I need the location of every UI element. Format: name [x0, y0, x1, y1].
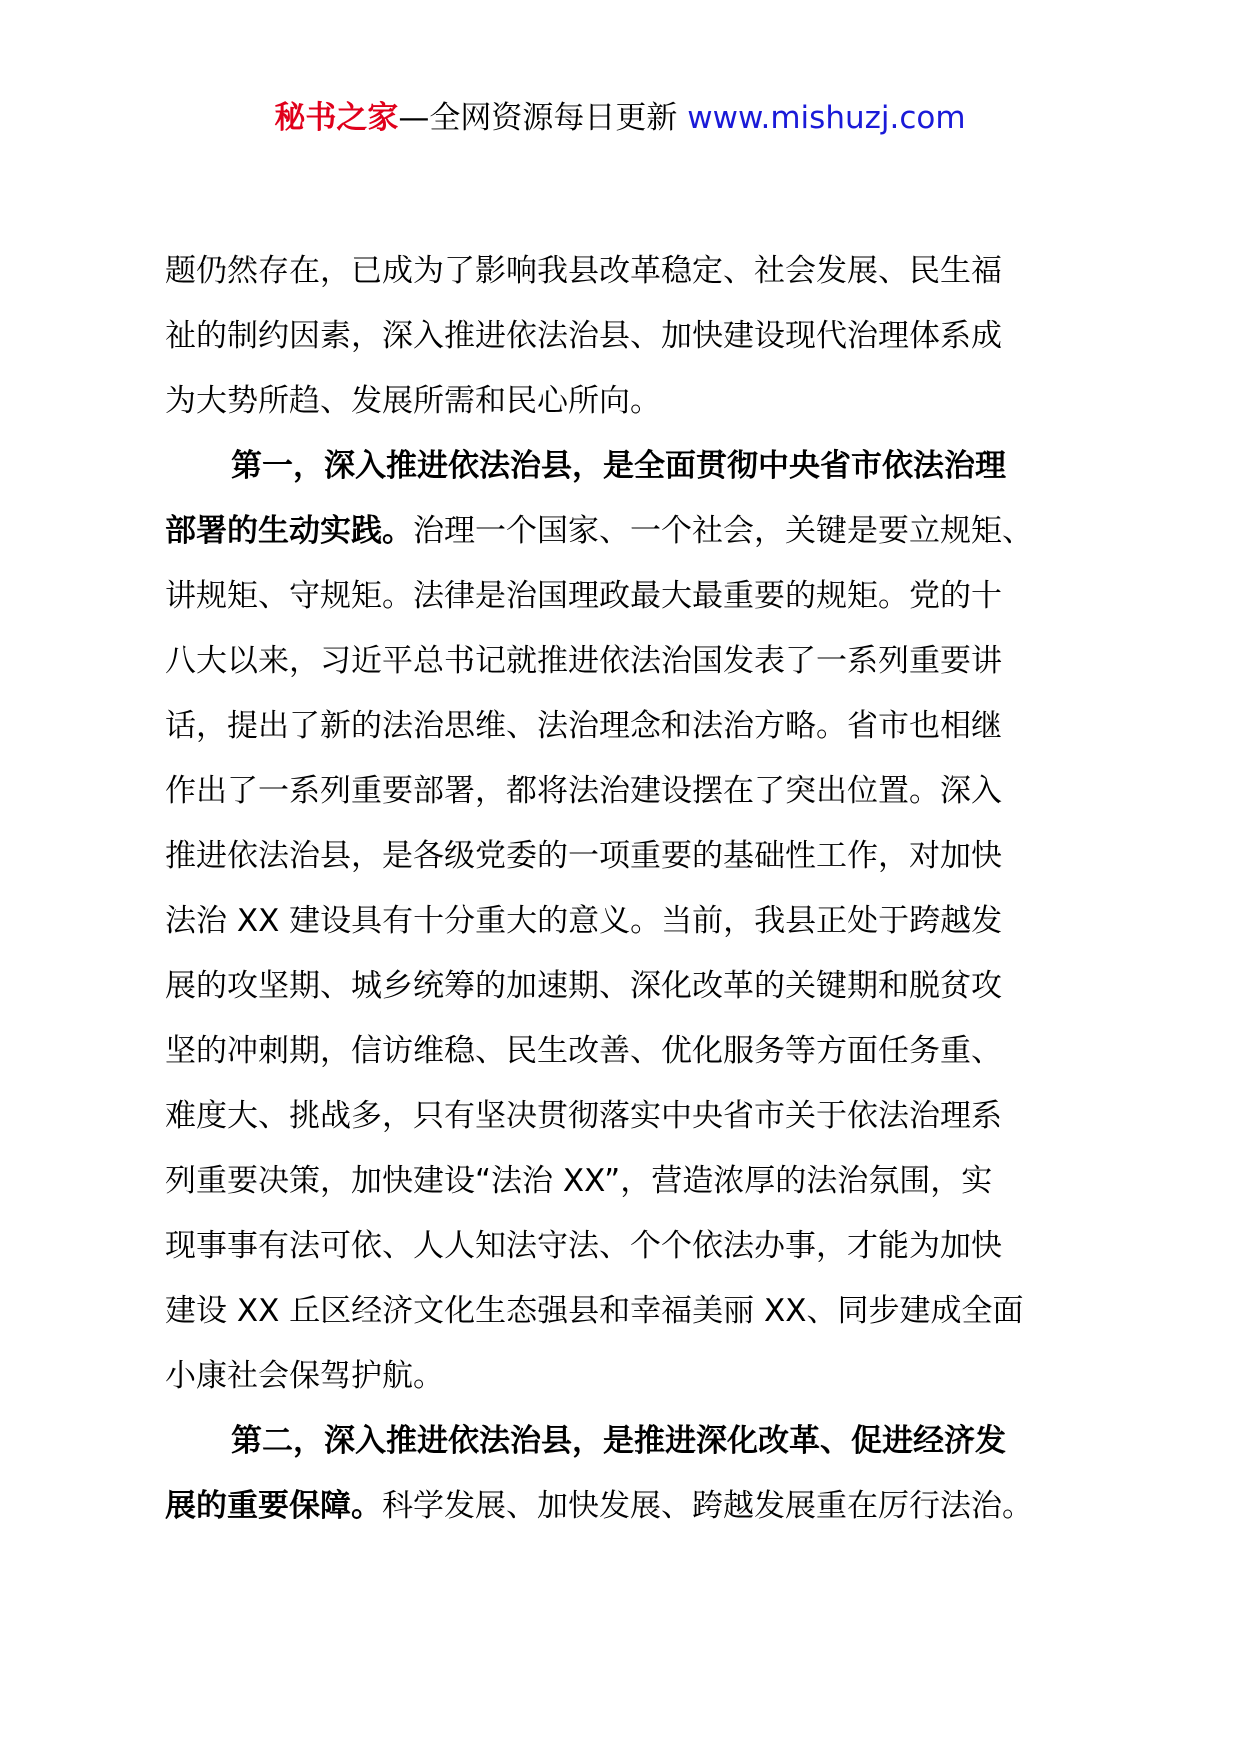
- text-line: [165, 1279, 1095, 1344]
- paragraph-text: 科学发展、加快发展、跨越发展重在厉行法治。: [382, 1488, 1033, 1524]
- section-heading: 第一，深入推进依法治县，是全面贯彻中央省市依法治理: [231, 448, 1006, 484]
- paragraph-text: 作出了一系列重要部署，都将法治建设摆在了突出位置。深入: [165, 773, 1002, 809]
- text-line: [165, 1019, 1095, 1084]
- page-header: [0, 98, 1240, 138]
- paragraph-text: 难度大、挑战多，只有坚决贯彻落实中央省市关于依法治理系: [165, 1098, 1002, 1134]
- header-tagline: —全网资源每日更新: [398, 100, 678, 136]
- paragraph-text: 为大势所趋、发展所需和民心所向。: [165, 383, 661, 419]
- text-line: [165, 629, 1095, 694]
- paragraph-text: 祉的制约因素，深入推进依法治县、加快建设现代治理体系成: [165, 318, 1002, 354]
- text-line: [165, 1084, 1095, 1149]
- text-line: [165, 304, 1095, 369]
- text-line: [165, 1149, 1095, 1214]
- text-line: [165, 369, 1095, 434]
- paragraph-text: 治理一个国家、一个社会，关键是要立规矩、: [413, 513, 1033, 549]
- section-heading: 部署的生动实践。: [165, 513, 413, 549]
- paragraph-text: 列重要决策，加快建设“法治 XX”，营造浓厚的法治氛围，实: [165, 1163, 993, 1199]
- brand-name: 秘书之家: [274, 100, 399, 136]
- text-line: [165, 694, 1095, 759]
- text-line: [165, 1344, 1095, 1409]
- paragraph-text: 坚的冲刺期，信访维稳、民生改善、优化服务等方面任务重、: [165, 1033, 1002, 1069]
- paragraph-text: 推进依法治县，是各级党委的一项重要的基础性工作，对加快: [165, 838, 1002, 874]
- paragraph-text: 小康社会保驾护航。: [165, 1358, 444, 1394]
- text-line: [165, 1214, 1095, 1279]
- paragraph-text: 展的攻坚期、城乡统筹的加速期、深化改革的关键期和脱贫攻: [165, 968, 1002, 1004]
- paragraph-text: 法治 XX 建设具有十分重大的意义。当前，我县正处于跨越发: [165, 903, 1003, 939]
- section-heading: 第二，深入推进依法治县，是推进深化改革、促进经济发: [231, 1423, 1006, 1459]
- text-line: [165, 759, 1095, 824]
- text-line: [165, 1474, 1095, 1539]
- text-line: [165, 434, 1095, 499]
- document-body: [165, 239, 1095, 1539]
- section-heading: 展的重要保障。: [165, 1488, 382, 1524]
- paragraph-text: 八大以来，习近平总书记就推进依法治国发表了一系列重要讲: [165, 643, 1002, 679]
- site-url-link[interactable]: www.mishuzj.com: [687, 100, 966, 136]
- paragraph-text: 现事事有法可依、人人知法守法、个个依法办事，才能为加快: [165, 1228, 1002, 1264]
- text-line: [165, 889, 1095, 954]
- paragraph-text: 讲规矩、守规矩。法律是治国理政最大最重要的规矩。党的十: [165, 578, 1002, 614]
- text-line: [165, 954, 1095, 1019]
- text-line: [165, 239, 1095, 304]
- text-line: [165, 499, 1095, 564]
- text-line: [165, 564, 1095, 629]
- text-line: [165, 1409, 1095, 1474]
- paragraph-text: 话，提出了新的法治思维、法治理念和法治方略。省市也相继: [165, 708, 1002, 744]
- paragraph-text: 题仍然存在，已成为了影响我县改革稳定、社会发展、民生福: [165, 253, 1002, 289]
- text-line: [165, 824, 1095, 889]
- paragraph-text: 建设 XX 丘区经济文化生态强县和幸福美丽 XX、同步建成全面: [165, 1293, 1024, 1329]
